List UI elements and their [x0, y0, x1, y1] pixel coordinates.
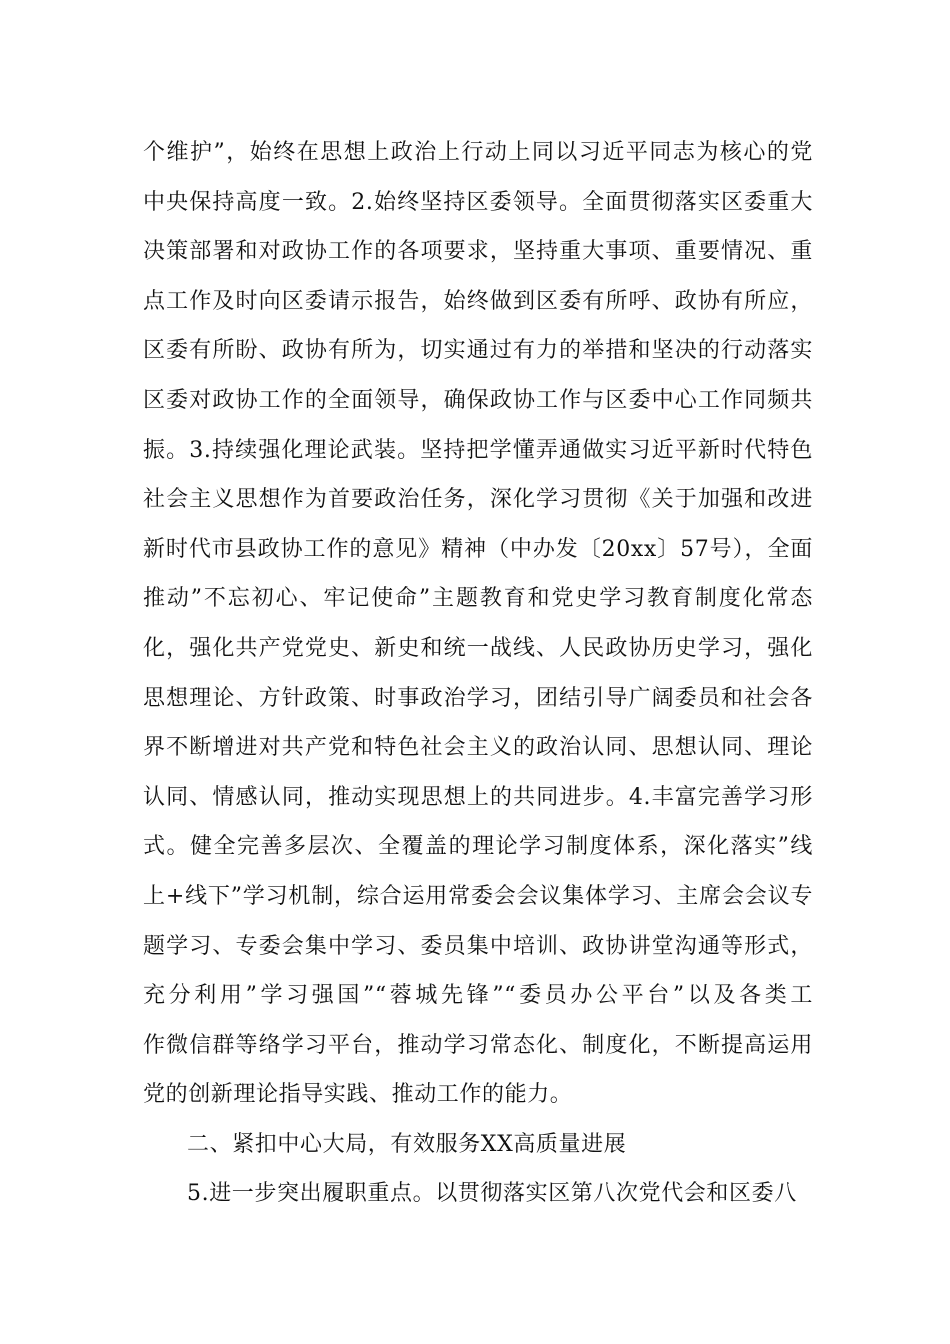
text-line: 振。3.持续强化理论武装。坚持把学懂弄通做实习近平新时代特色 [143, 437, 813, 463]
text-line: 界不断增进对共产党和特色社会主义的政治认同、思想认同、理论 [143, 735, 813, 761]
text-line: 上+线下”学习机制，综合运用常委会会议集体学习、主席会会议专 [143, 883, 813, 909]
text-line: 党的创新理论指导实践、推动工作的能力。 [143, 1082, 573, 1108]
text-line: 化，强化共产党党史、新史和统一战线、人民政协历史学习，强化 [143, 635, 813, 661]
paragraph-start-line: 5.进一步突出履职重点。以贯彻落实区第八次党代会和区委八 [187, 1181, 797, 1207]
text-line: 思想理论、方针政策、时事政治学习，团结引导广阔委员和社会各 [143, 685, 813, 711]
text-line: 题学习、专委会集中学习、委员集中培训、政协讲堂沟通等形式， [143, 933, 813, 959]
text-line: 式。健全完善多层次、全覆盖的理论学习制度体系，深化落实”线 [143, 834, 813, 860]
text-line: 区委对政协工作的全面领导，确保政协工作与区委中心工作同频共 [143, 387, 813, 413]
text-line: 作微信群等络学习平台，推动学习常态化、制度化，不断提高运用 [143, 1032, 813, 1058]
text-line: 认同、情感认同，推动实现思想上的共同进步。4.丰富完善学习形 [143, 784, 813, 810]
section-heading: 二、紧扣中心大局，有效服务XX高质量进展 [187, 1131, 627, 1157]
text-line: 社会主义思想作为首要政治任务，深化学习贯彻《关于加强和改进 [143, 487, 813, 513]
text-line: 新时代市县政协工作的意见》精神（中办发〔20xx〕57号），全面 [143, 536, 813, 562]
text-line: 推动”不忘初心、牢记使命”主题教育和党史学习教育制度化常态 [143, 586, 813, 612]
text-line: 点工作及时向区委请示报告，始终做到区委有所呼、政协有所应， [143, 288, 813, 314]
text-line: 充分利用”学习强国”“蓉城先锋”“委员办公平台”以及各类工 [143, 983, 813, 1009]
text-line: 决策部署和对政协工作的各项要求，坚持重大事项、重要情况、重 [143, 239, 813, 265]
text-line: 个维护”，始终在思想上政治上行动上同以习近平同志为核心的党 [143, 140, 813, 165]
text-line: 中央保持高度一致。2.始终坚持区委领导。全面贯彻落实区委重大 [143, 189, 813, 215]
text-line: 区委有所盼、政协有所为，切实通过有力的举措和坚决的行动落实 [143, 338, 813, 364]
body-text [143, 128, 813, 1219]
